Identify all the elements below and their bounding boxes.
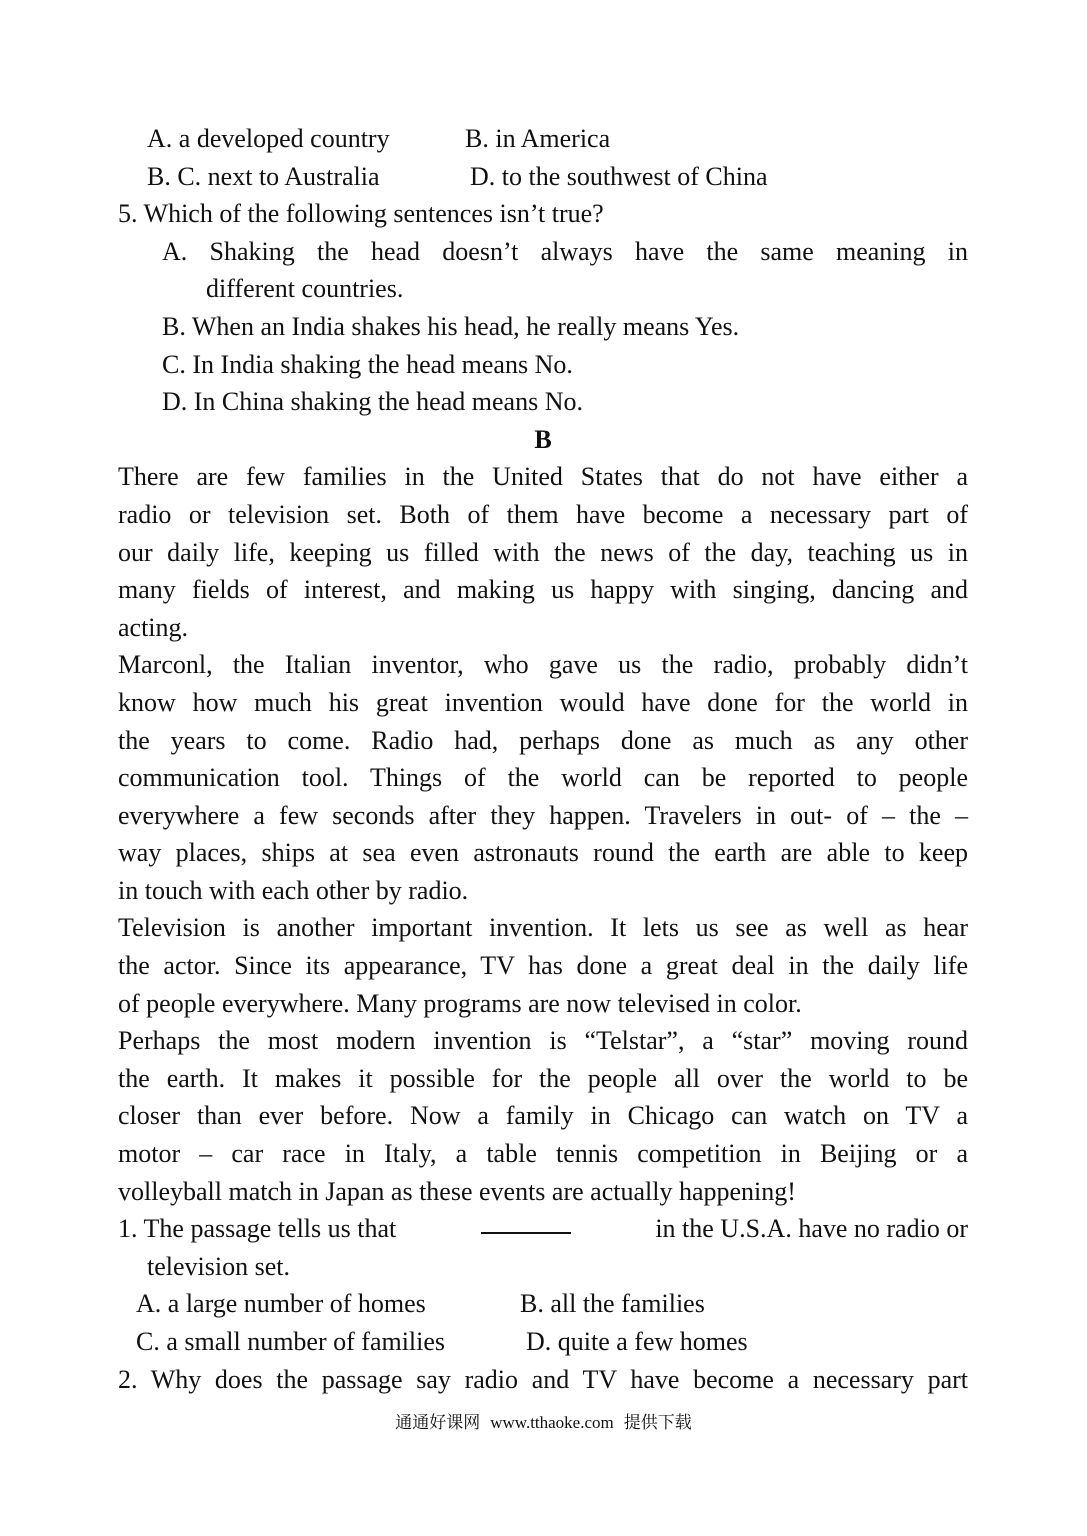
passage-line: closer than ever before. Now a family in Chicago can watch on TV a	[118, 1101, 968, 1131]
passage-line: acting.	[118, 612, 189, 642]
passage-line: radio or television set. Both of them have become a necessary part of	[118, 499, 968, 529]
passage-line: There are few families in the United States that do not have either a	[118, 462, 968, 492]
question-1-stem-before: 1. The passage tells us that	[118, 1214, 397, 1244]
option-d: D. to the southwest of China	[470, 161, 768, 191]
option-b: B. all the families	[520, 1289, 705, 1319]
option-b: B. in America	[465, 124, 611, 153]
question-1-options-row-1	[118, 1285, 968, 1323]
question-5-stem: 5. Which of the following sentences isn’t true?	[118, 199, 604, 229]
document-page	[118, 120, 968, 1398]
question-5-option-c: C. In India shaking the head means No.	[162, 349, 573, 379]
page-footer	[0, 1408, 1087, 1433]
option-a: A. a large number of homes	[136, 1289, 426, 1319]
passage-paragraph-4	[118, 1022, 968, 1210]
question-5-option-b: B. When an India shakes his head, he really means Yes.	[162, 311, 740, 341]
answer-blank	[481, 1210, 571, 1234]
question-5-option-a-line-1: A. Shaking the head doesn’t always have the same meaning in	[162, 236, 968, 266]
passage-line: our daily life, keeping us filled with the news of the day, teaching us in	[118, 537, 968, 567]
passage-line: everywhere a few seconds after they happen. Travelers in out- of – the –	[118, 800, 968, 830]
option-a: A. a developed country	[147, 124, 390, 153]
footer-download-text: 提供下载	[623, 1413, 692, 1433]
passage-line: motor – car race in Italy, a table tennis competition in Beijing or a	[118, 1139, 968, 1169]
passage-line: way places, ships at sea even astronauts round the earth are able to keep	[118, 838, 968, 868]
previous-question-options-row-1	[118, 120, 968, 158]
previous-question-options-row-2	[118, 158, 968, 196]
footer-site-name: 通通好课网	[395, 1413, 481, 1433]
passage-line: in touch with each other by radio.	[118, 875, 469, 905]
section-heading-b: B	[534, 424, 552, 454]
question-5-option-d: D. In China shaking the head means No.	[162, 387, 583, 417]
passage-line: volleyball match in Japan as these events are actually happening!	[118, 1176, 796, 1206]
question-1-stem-continued: television set.	[147, 1251, 290, 1281]
question-2-stem: 2. Why does the passage say radio and TV have become a necessary part	[118, 1364, 968, 1394]
passage-line: the actor. Since its appearance, TV has done a great deal in the daily life	[118, 951, 968, 981]
passage-line: the earth. It makes it possible for the people all over the world to be	[118, 1063, 968, 1093]
passage-line: Marconl, the Italian inventor, who gave us the radio, probably didn’t	[118, 650, 968, 680]
passage-paragraph-2	[118, 646, 968, 909]
passage-line: communication tool. Things of the world can be reported to people	[118, 763, 968, 793]
passage-line: the years to come. Radio had, perhaps done as much as any other	[118, 725, 968, 755]
question-5-option-a-line-2: different countries.	[206, 274, 404, 304]
passage-line: Perhaps the most modern invention is “Telstar”, a “star” moving round	[118, 1026, 968, 1056]
passage-paragraph-1	[118, 458, 968, 646]
option-c: B. C. next to Australia	[147, 161, 380, 191]
passage-line: Television is another important invention. It lets us see as well as hear	[118, 913, 968, 943]
question-1-stem	[118, 1210, 968, 1248]
option-c: C. a small number of families	[136, 1327, 446, 1356]
passage-line: of people everywhere. Many programs are now televised in color.	[118, 988, 802, 1018]
option-d: D. quite a few homes	[526, 1327, 748, 1356]
passage-line: many fields of interest, and making us happy with singing, dancing and	[118, 575, 968, 605]
passage-paragraph-3	[118, 909, 968, 1022]
question-1-options-row-2	[118, 1323, 968, 1361]
passage-line: know how much his great invention would have done for the world in	[118, 687, 968, 717]
question-1-stem-after: in the U.S.A. have no radio or	[655, 1214, 968, 1244]
footer-url: www.tthaoke.com	[490, 1413, 614, 1432]
